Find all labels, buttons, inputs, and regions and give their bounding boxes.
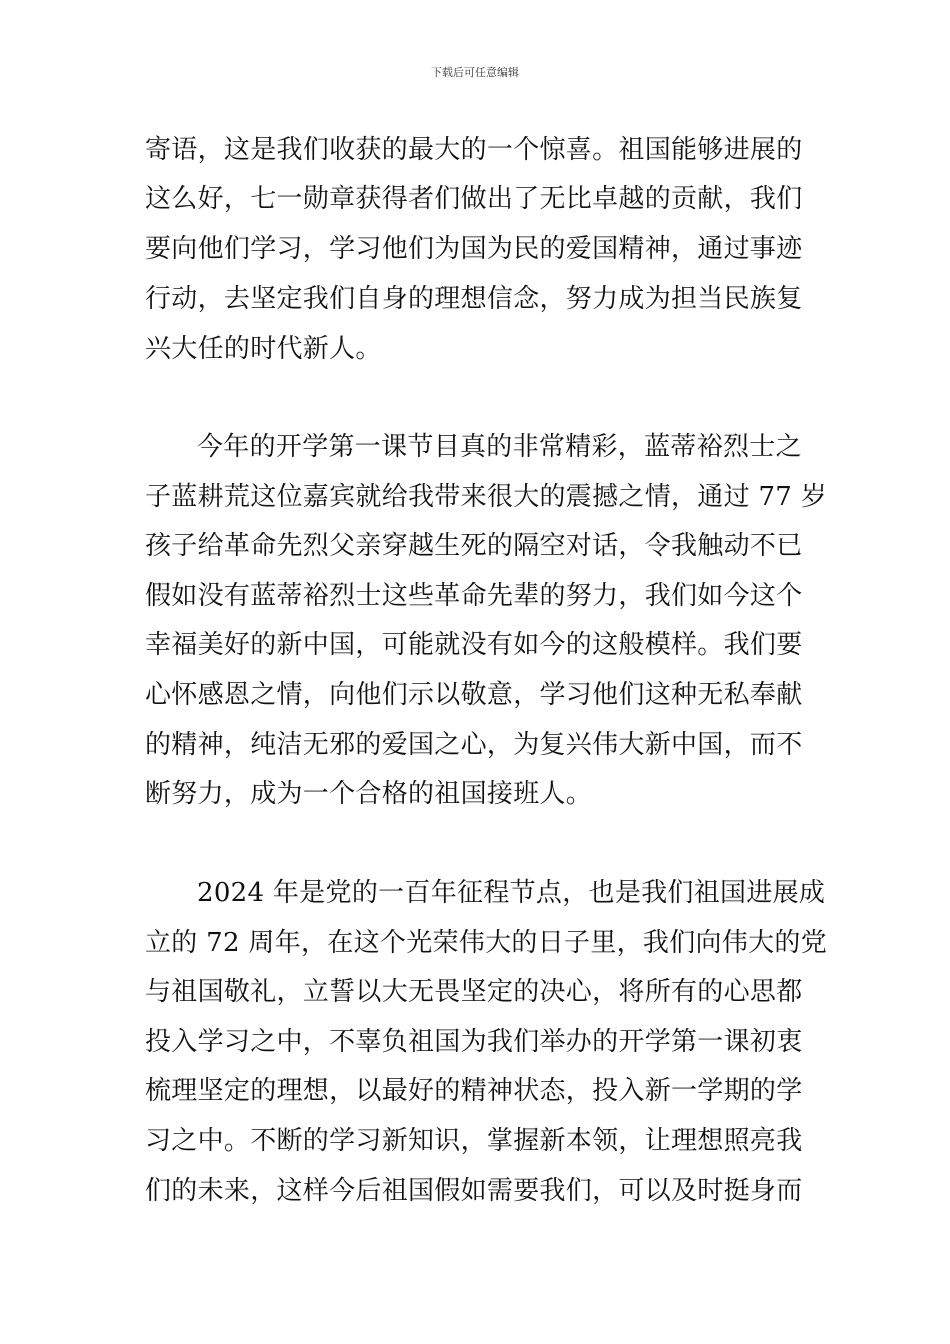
text-line: 投入学习之中，不辜负祖国为我们举办的开学第一课初衷 — [145, 1027, 803, 1057]
text-line: 子蓝耕荒这位嘉宾就给我带来很大的震撼之情，通过 77 岁 — [145, 482, 828, 512]
text-line: 与祖国敬礼，立誓以大无畏坚定的决心，将所有的心思都 — [145, 977, 803, 1007]
text-line: 们的未来，这样今后祖国假如需要我们，可以及时挺身而 — [145, 1176, 803, 1206]
text-line: 立的 72 周年，在这个光荣伟大的日子里，我们向伟大的党 — [145, 928, 828, 958]
text-line: 今年的开学第一课节目真的非常精彩，蓝蒂裕烈士之 — [197, 432, 802, 462]
text-line: 孩子给革命先烈父亲穿越生死的隔空对话，令我触动不已 — [145, 531, 803, 561]
text-line: 的精神，纯洁无邪的爱国之心，为复兴伟大新中国，而不 — [145, 730, 803, 760]
text-line: 梳理坚定的理想，以最好的精神状态，投入新一学期的学 — [145, 1076, 803, 1106]
page-header: 下载后可任意编辑 — [431, 66, 519, 79]
text-line: 断努力，成为一个合格的祖国接班人。 — [145, 779, 593, 809]
text-line: 寄语，这是我们收获的最大的一个惊喜。祖国能够进展的 — [145, 135, 803, 165]
text-line: 假如没有蓝蒂裕烈士这些革命先辈的努力，我们如今这个 — [145, 581, 803, 611]
text-line: 2024 年是党的一百年征程节点，也是我们祖国进展成 — [197, 878, 826, 908]
text-line: 幸福美好的新中国，可能就没有如今的这般模样。我们要 — [145, 630, 803, 660]
text-line: 要向他们学习，学习他们为国为民的爱国精神，通过事迹 — [145, 234, 803, 264]
text-line: 这么好，七一勋章获得者们做出了无比卓越的贡献，我们 — [145, 184, 803, 214]
text-line: 心怀感恩之情，向他们示以敬意，学习他们这种无私奉献 — [145, 680, 803, 710]
text-line: 习之中。不断的学习新知识，掌握新本领，让理想照亮我 — [145, 1126, 803, 1156]
text-line: 行动，去坚定我们自身的理想信念，努力成为担当民族复 — [145, 284, 803, 314]
text-line: 兴大任的时代新人。 — [145, 334, 382, 364]
